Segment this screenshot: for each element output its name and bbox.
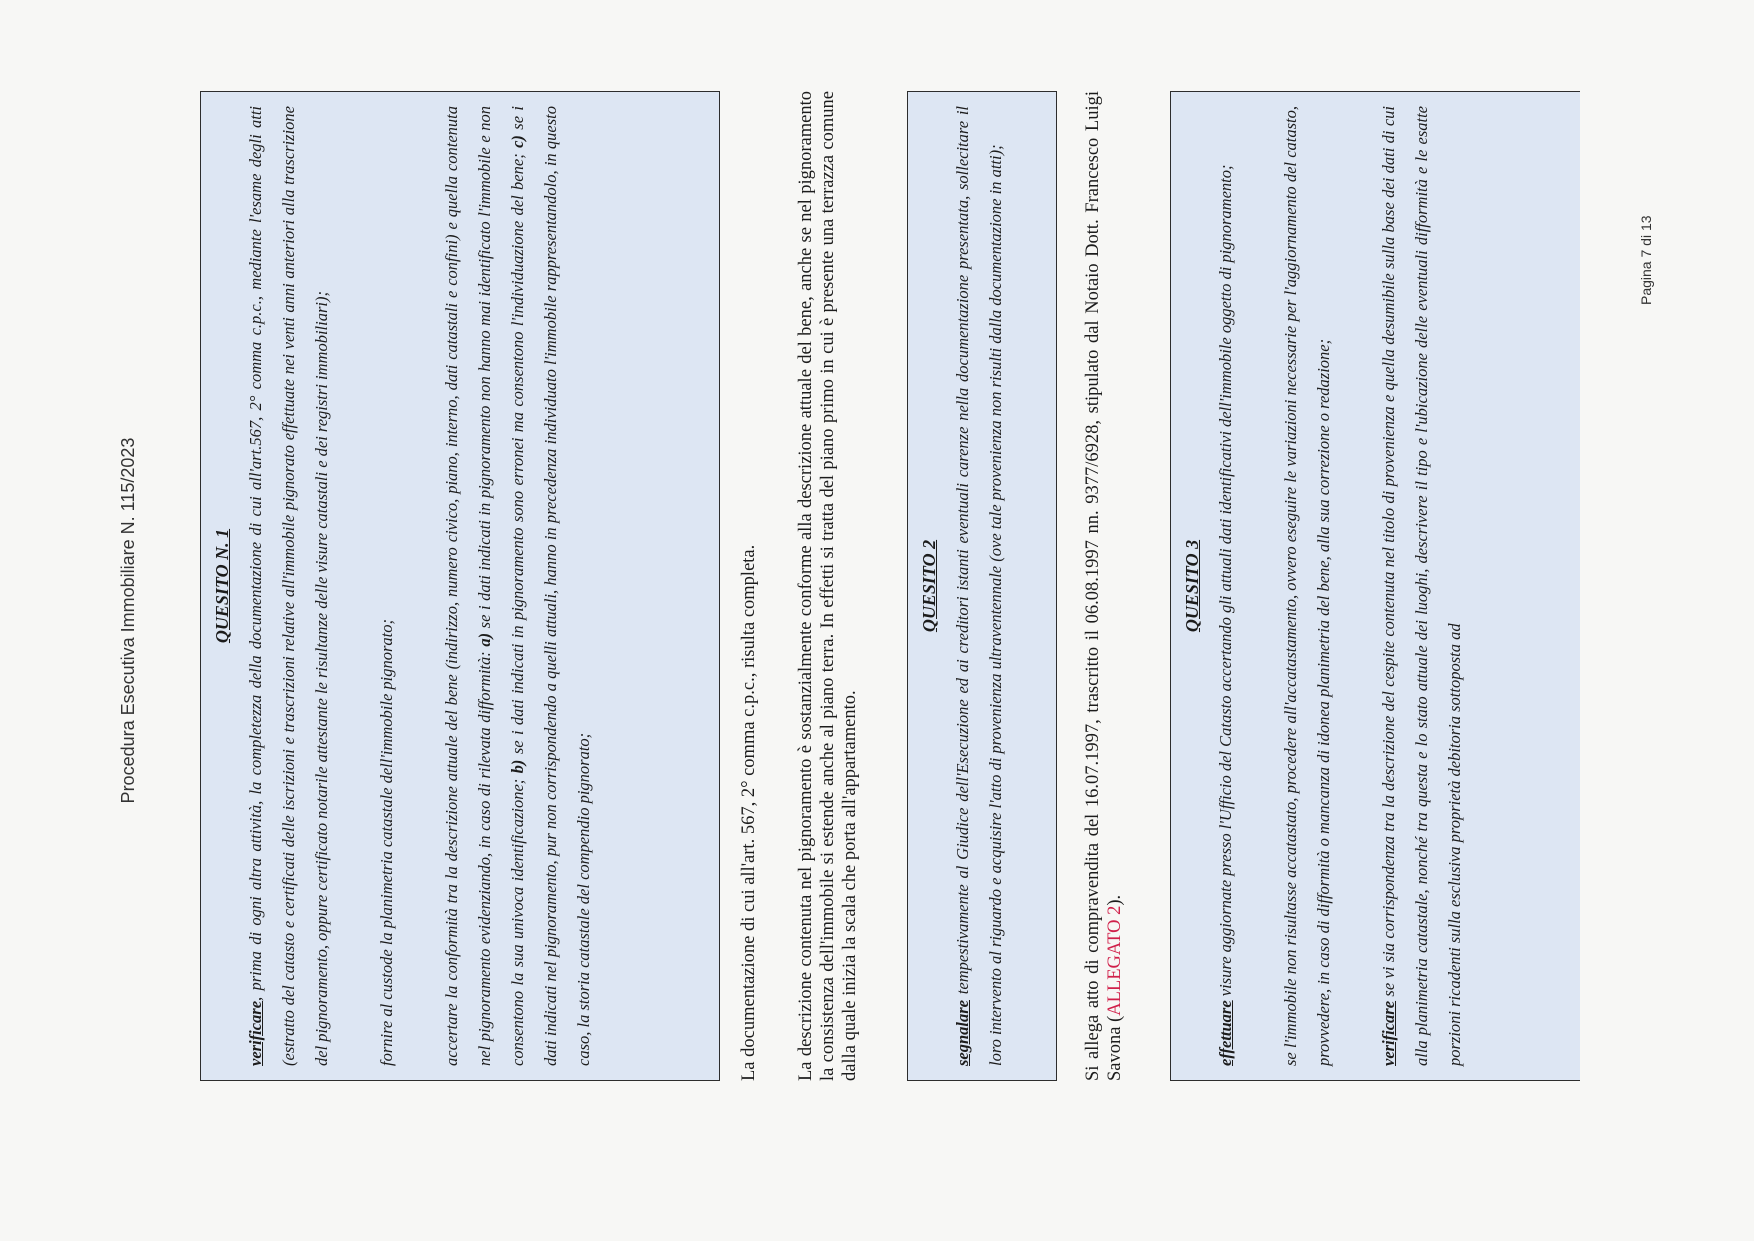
paragraph-text: accertare la conformità tra la descrizione attuale del bene (indirizzo, numero civico, piano, interno, dati catastali e confini) e quella contenuta nel pignoramento evidenziando, in caso di rilevata difformità: [442,106,494,1066]
lead-word: effettuare [1216,1000,1235,1066]
quesito-1-paragraph-3 [435,106,600,1066]
answer-1-paragraph-2: La descrizione contenuta nel pignoramento è sostanzialmente conforme alla descrizione attuale del bene, anche se nel pignoramento la consistenza dell'immobile si estende anche al piano terra. In effetti si tratta del piano primo in cui è presente una terrazza comune dalla quale inizia la scala che porta all'appartamento. [796,91,860,1081]
quesito-1-title: QUESITO N. 1 [212,528,232,644]
quesito-1-paragraph-1 [239,106,338,1066]
quesito-2-paragraph [946,106,1012,1066]
paragraph-text: ). [1105,894,1125,906]
paragraph-text: se i dati indicati in pignoramento sono erronei ma consentono l'individuazione del bene; [508,147,527,760]
lead-word: verificare [1379,1000,1398,1066]
quesito-3-title: QUESITO 3 [1182,539,1202,633]
answer-1-paragraph-1: La documentazione di cui all'art. 567, 2° comma c.p.c., risulta completa. [739,544,759,1081]
quesito-1-box [200,91,720,1081]
page-footer: Pagina 7 di 13 [1638,215,1654,305]
lead-word: segnalare [953,1000,972,1066]
quesito-1-paragraph-2: fornire al custode la planimetria catastale dell'immobile pignorato; [377,619,396,1066]
paragraph-text: se i dati indicati in pignoramento non hanno mai identificato l'immobile e non consentono la sua univoca identificazione; [475,106,527,1066]
paragraph-text: visure aggiornate presso l'Ufficio del Catasto accertando gli attuali dati identificativi dell'immobile oggetto di pignoramento; [1216,164,1235,1001]
item-marker: c) [508,135,527,148]
quesito-3-paragraph-2: se l'immobile non risultasse accatastato, procedere all'accatastamento, ovvero eseguire le variazioni necessarie per l'aggiornamento del catasto, provvedere, in caso di difformità o mancanza di idonea planimetria del bene, alla sua correzione o redazione; [1281,106,1333,1066]
item-marker: b) [508,759,527,774]
paragraph-text: se i dati indicati nel pignoramento, pur non corrispondendo a quelli attuali, hanno in precedenza individuato l'immobile rappresentandolo, in questo caso, la storia catastale del compendio pignorato; [508,106,593,1066]
quesito-3-paragraph-1 [1209,106,1242,1066]
answer-2-paragraph [1082,91,1126,1081]
page-header: Procedura Esecutiva Immobiliare N. 115/2023 [118,437,138,804]
quesito-3-paragraph-3 [1372,106,1471,1066]
quesito-2-box [907,91,1057,1081]
paragraph-text: tempestivamente al Giudice dell'Esecuzione ed ai creditori istanti eventuali carenze nella documentazione presentata, sollecitare il loro intervento al riguardo e acquisire l'atto di provenienza ultraventennale (ove tale provenienza non risulti dalla documentazione in atti); [953,106,1005,1066]
lead-word: verificare [246,1000,265,1066]
paragraph-text: , prima di ogni altra attività, la completezza della documentazione di cui all'art.567, 2° comma c.p.c., mediante l'esame degli atti (estratto del catasto e certificati delle iscrizioni e trascrizioni relative all'immobile pignorato effettuate nei venti anni anteriori alla trascrizione del pignoramento, oppure certificato notarile attestante le risultanze delle visure catastali e dei registri immobiliari); [246,106,331,1066]
quesito-2-title: QUESITO 2 [919,539,939,633]
allegato-link[interactable]: ALLEGATO 2 [1105,905,1125,1016]
item-marker: a) [475,632,494,647]
quesito-3-box [1170,91,1580,1081]
paragraph-text: Si allega atto di compravendita del 16.07.1997, trascritto il 06.08.1997 nn. 9377/6928, stipulato dal Notaio Dott. Francesco Luigi Savona ( [1083,91,1125,1081]
paragraph-text: se vi sia corrispondenza tra la descrizione del cespite contenuta nel titolo di provenienza e quella desumibile sulla base dei dati di cui alla planimetria catastale, nonché tra questa e lo stato attuale dei luoghi, descrivere il tipo e l'ubicazione delle eventuali difformità e le esatte porzioni ricadenti sulla esclusiva proprietà debitoria sottoposta ad [1379,106,1464,1066]
